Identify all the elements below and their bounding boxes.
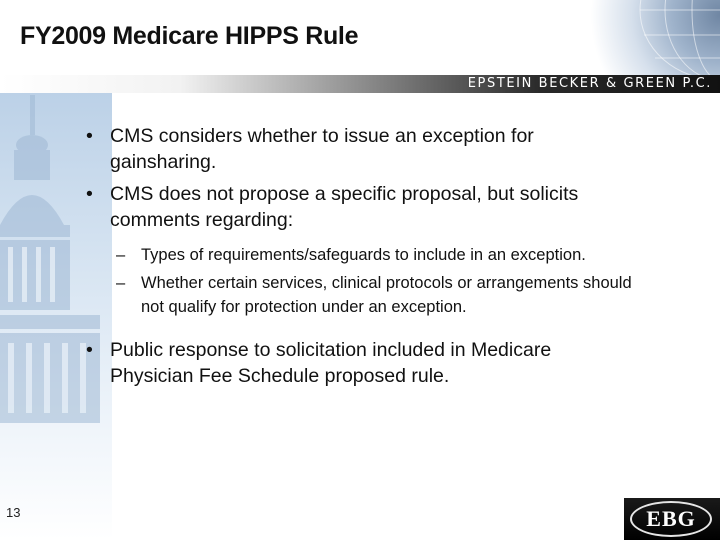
sub-bullet-list — [86, 243, 636, 319]
ebg-logo — [624, 498, 720, 540]
bullet-text: CMS does not propose a specific proposal, but solicits comments regarding: — [110, 183, 579, 231]
bullet-mark: • — [86, 339, 93, 361]
bullet-text: CMS considers whether to issue an exception for gainsharing. — [110, 125, 534, 173]
bullet-text: Public response to solicitation included in Medicare Physician Fee Schedule proposed rule. — [110, 339, 552, 387]
globe-icon — [570, 0, 720, 75]
bullet-item — [86, 337, 636, 389]
firm-banner — [0, 75, 720, 93]
slide-title: FY2009 Medicare HIPPS Rule — [20, 22, 359, 50]
dash-mark: – — [116, 274, 126, 292]
page-number: 13 — [6, 505, 21, 520]
logo-oval — [630, 501, 712, 537]
sub-bullet-text: Types of requirements/safeguards to include in an exception. — [141, 246, 586, 264]
slide-body — [86, 123, 636, 395]
firm-name: EPSTEIN BECKER & GREEN P.C. — [467, 76, 712, 91]
bullet-item — [86, 123, 636, 175]
bullet-mark: • — [86, 183, 93, 205]
bullet-item — [86, 181, 636, 233]
sub-bullet-text: Whether certain services, clinical protocols or arrangements should not qualify for protection under an exception. — [141, 274, 632, 316]
logo-text: EBG — [646, 506, 696, 531]
sub-bullet-item — [86, 243, 636, 267]
sub-bullet-item — [86, 271, 636, 319]
dash-mark: – — [116, 246, 126, 264]
bullet-mark: • — [86, 125, 93, 147]
globe-decoration — [570, 0, 720, 75]
